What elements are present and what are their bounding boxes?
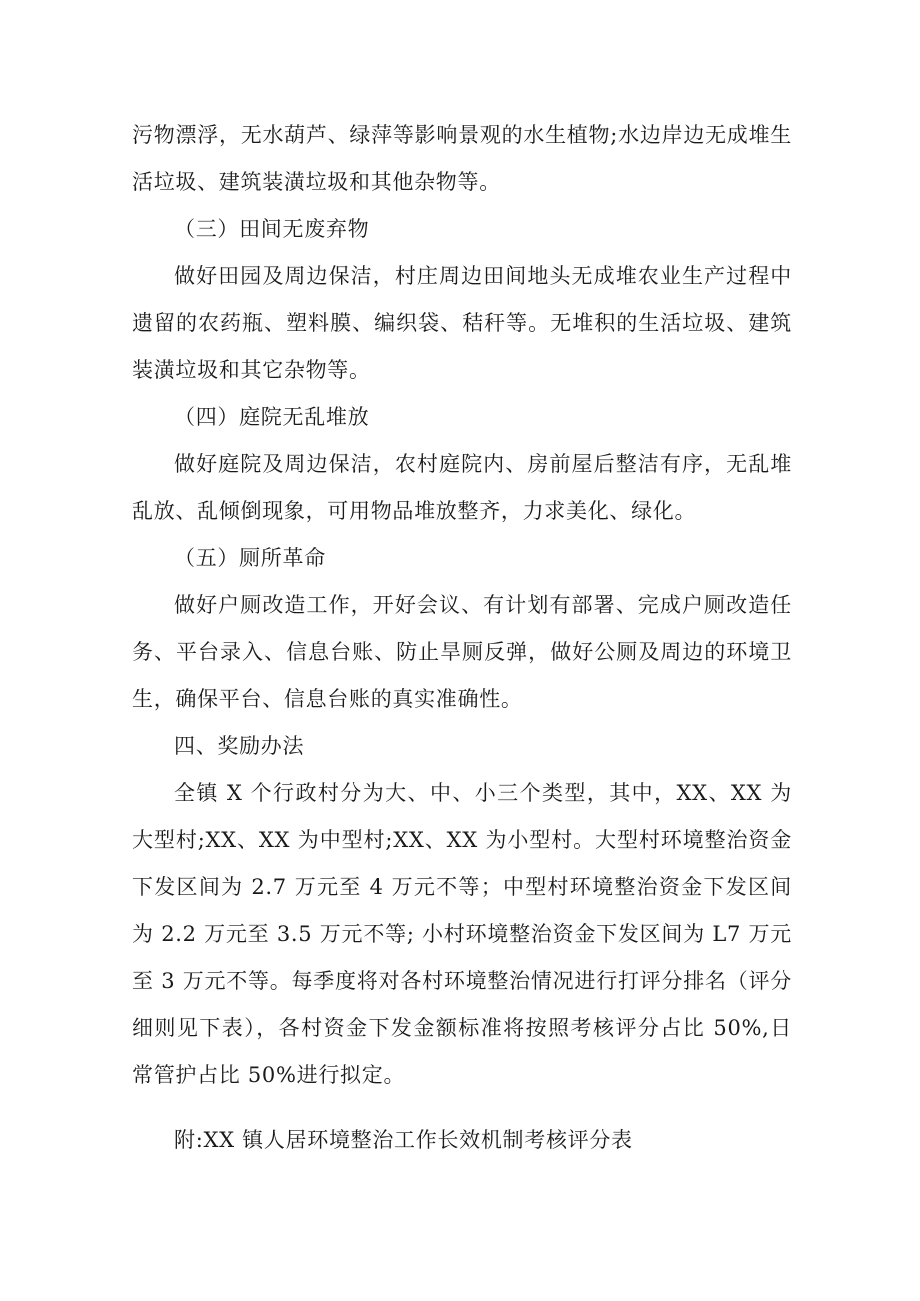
paragraph-toilet-renovation: 做好户厕改造工作，开好会议、有计划有部署、完成户厕改造任务、平台录入、信息台账、防止旱厕反弹，做好公厕及周边的环境卫生，确保平台、信息台账的真实准确性。 — [132, 593, 792, 711]
heading-field-waste: （三）田间无废弃物 — [174, 217, 370, 241]
paragraph-water-surface: 污物漂浮，无水葫芦、绿萍等影响景观的水生植物;水边岸边无成堆生活垃圾、建筑装潢垃圾和其他杂物等。 — [132, 123, 792, 194]
section-heading-rewards: 四、奖励办法 — [174, 734, 305, 758]
paragraph-reward-rules: 全镇 X 个行政村分为大、中、小三个类型，其中，XX、XX 为大型村;XX、XX 为中型村;XX、XX 为小型村。大型村环境整治资金下发区间为 2.7 万元至 4 万元不等；中型村环境整治资金下发区间为 2.2 万元至 3.5 万元不等; 小村环境整治资金下发区间为 L7 万元至 3 万元不等。每季度将对各村环境整治情况进行打评分排名（评分细则见下表），各村资金下发金额标准将按照考核评分占比 50%,日常管护占比 50%进行拟定。 — [132, 781, 792, 1087]
attachment-note: 附:XX 镇人居环境整治工作长效机制考核评分表 — [174, 1128, 633, 1152]
paragraph-field-cleaning: 做好田园及周边保洁，村庄周边田间地头无成堆农业生产过程中遗留的农药瓶、塑料膜、编织袋、秸秆等。无堆积的生活垃圾、建筑装潢垃圾和其它杂物等。 — [132, 264, 792, 382]
paragraph-courtyard-cleaning: 做好庭院及周边保洁，农村庭院内、房前屋后整洁有序，无乱堆乱放、乱倾倒现象，可用物品堆放整齐，力求美化、绿化。 — [132, 452, 792, 523]
document-body — [132, 112, 792, 1164]
heading-toilet-revolution: （五）厕所革命 — [174, 546, 326, 570]
heading-courtyard: （四）庭院无乱堆放 — [174, 405, 370, 429]
